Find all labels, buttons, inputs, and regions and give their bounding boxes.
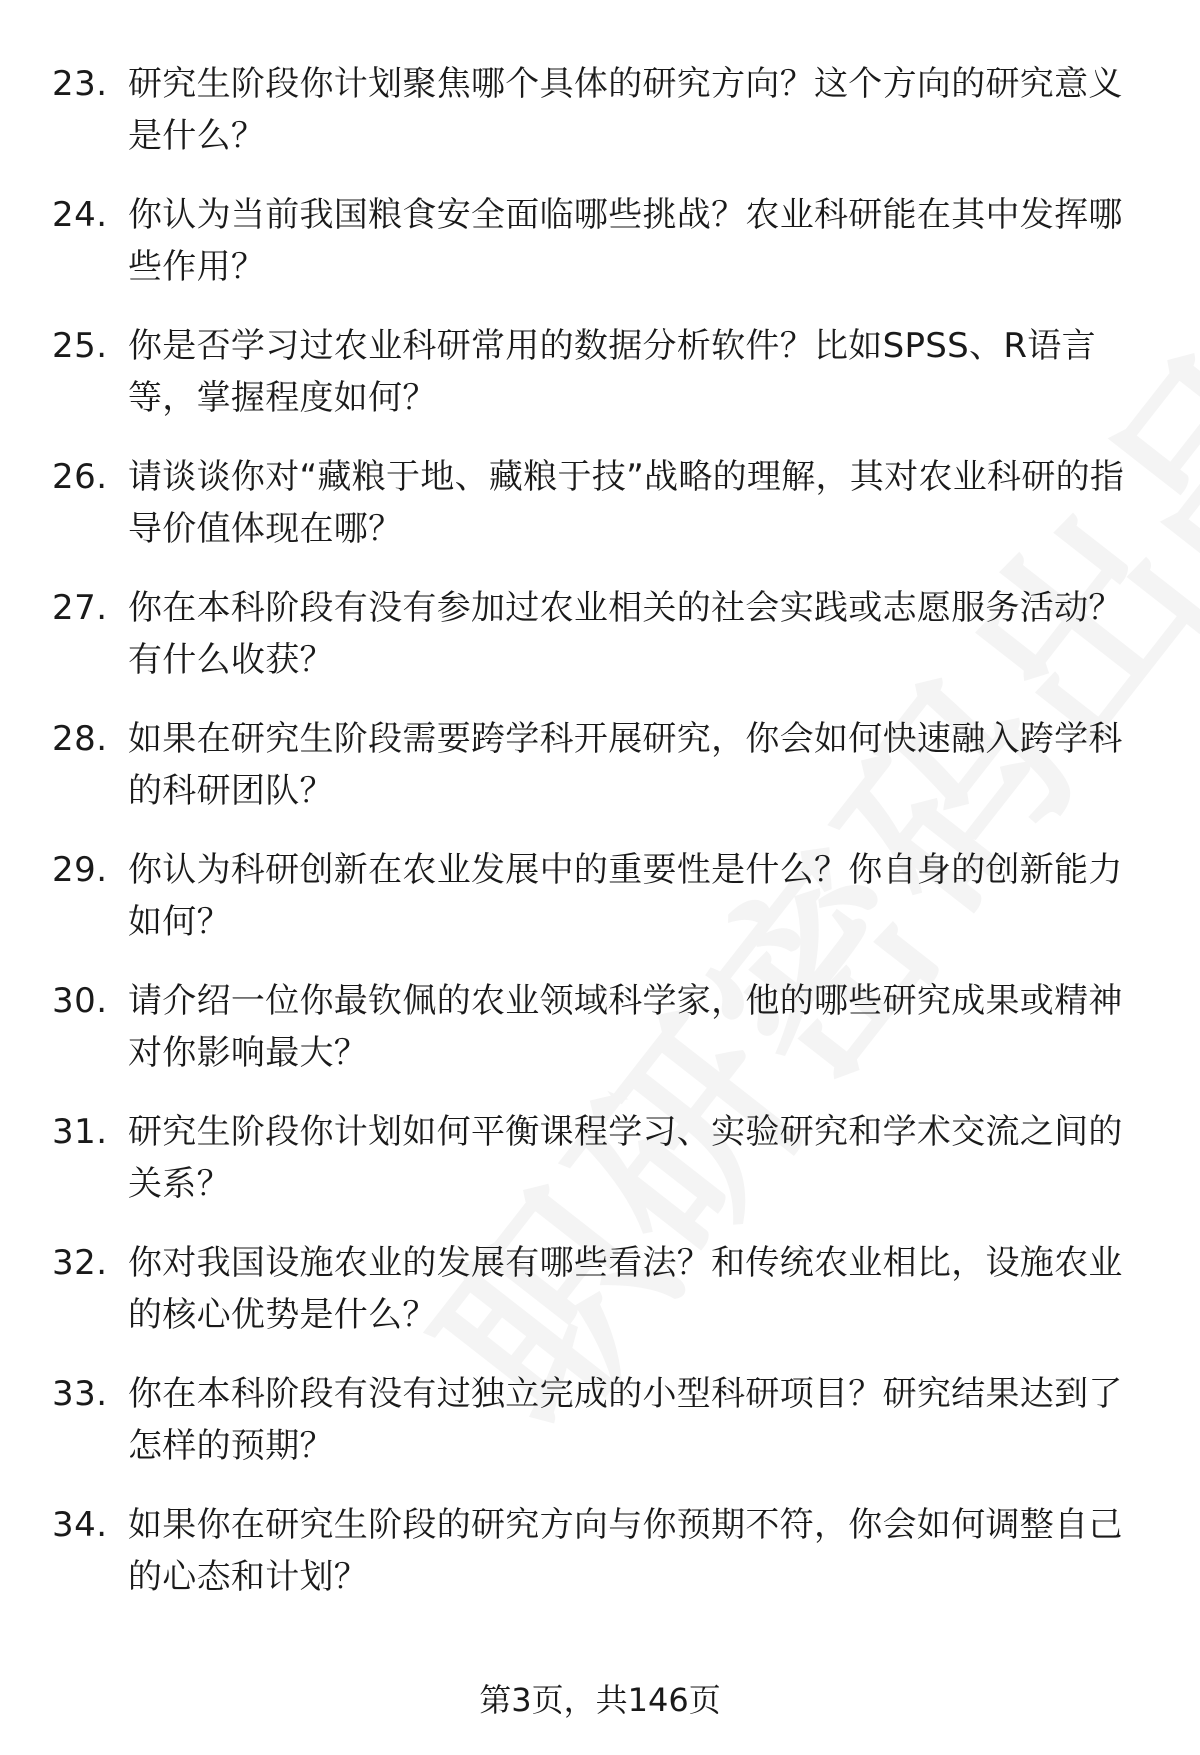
question-number: 28. [52, 719, 108, 759]
question-item [52, 320, 1142, 451]
question-item [52, 1106, 1142, 1237]
question-item [52, 1237, 1142, 1368]
question-item [52, 58, 1142, 189]
question-text: 研究生阶段你计划聚焦哪个具体的研究方向？这个方向的研究意义是什么？ [128, 64, 1123, 156]
page-number-footer: 第3页，共146页 [479, 1681, 721, 1719]
question-item [52, 1499, 1142, 1630]
question-number: 31. [52, 1112, 108, 1152]
question-number: 27. [52, 588, 108, 628]
question-item [52, 1368, 1142, 1499]
question-text: 请谈谈你对“藏粮于地、藏粮于技”战略的理解，其对农业科研的指导价值体现在哪？ [128, 457, 1125, 549]
question-number: 30. [52, 981, 108, 1021]
question-text: 你认为当前我国粮食安全面临哪些挑战？农业科研能在其中发挥哪些作用？ [128, 195, 1123, 287]
question-number: 33. [52, 1374, 108, 1414]
question-number: 34. [52, 1505, 108, 1545]
question-item [52, 189, 1142, 320]
question-text: 研究生阶段你计划如何平衡课程学习、实验研究和学术交流之间的关系？ [128, 1112, 1123, 1204]
question-number: 23. [52, 64, 108, 104]
question-text: 你在本科阶段有没有过独立完成的小型科研项目？研究结果达到了怎样的预期？ [128, 1374, 1123, 1466]
question-number: 26. [52, 457, 108, 497]
question-number: 32. [52, 1243, 108, 1283]
question-item [52, 713, 1142, 844]
question-number: 29. [52, 850, 108, 890]
question-text: 如果在研究生阶段需要跨学科开展研究，你会如何快速融入跨学科的科研团队？ [128, 719, 1123, 811]
question-item [52, 975, 1142, 1106]
question-item [52, 582, 1142, 713]
question-text: 你认为科研创新在农业发展中的重要性是什么？你自身的创新能力如何？ [128, 850, 1123, 942]
question-text: 请介绍一位你最钦佩的农业领域科学家，他的哪些研究成果或精神对你影响最大？ [128, 981, 1123, 1073]
question-item [52, 451, 1142, 582]
question-number: 24. [52, 195, 108, 235]
question-number: 25. [52, 326, 108, 366]
question-text: 如果你在研究生阶段的研究方向与你预期不符，你会如何调整自己的心态和计划？ [128, 1505, 1123, 1597]
question-text: 你在本科阶段有没有参加过农业相关的社会实践或志愿服务活动？有什么收获？ [128, 588, 1123, 680]
question-text: 你是否学习过农业科研常用的数据分析软件？比如SPSS、R语言等，掌握程度如何？ [128, 326, 1096, 418]
question-list [52, 58, 1142, 1630]
question-item [52, 844, 1142, 975]
question-text: 你对我国设施农业的发展有哪些看法？和传统农业相比，设施农业的核心优势是什么？ [128, 1243, 1123, 1335]
